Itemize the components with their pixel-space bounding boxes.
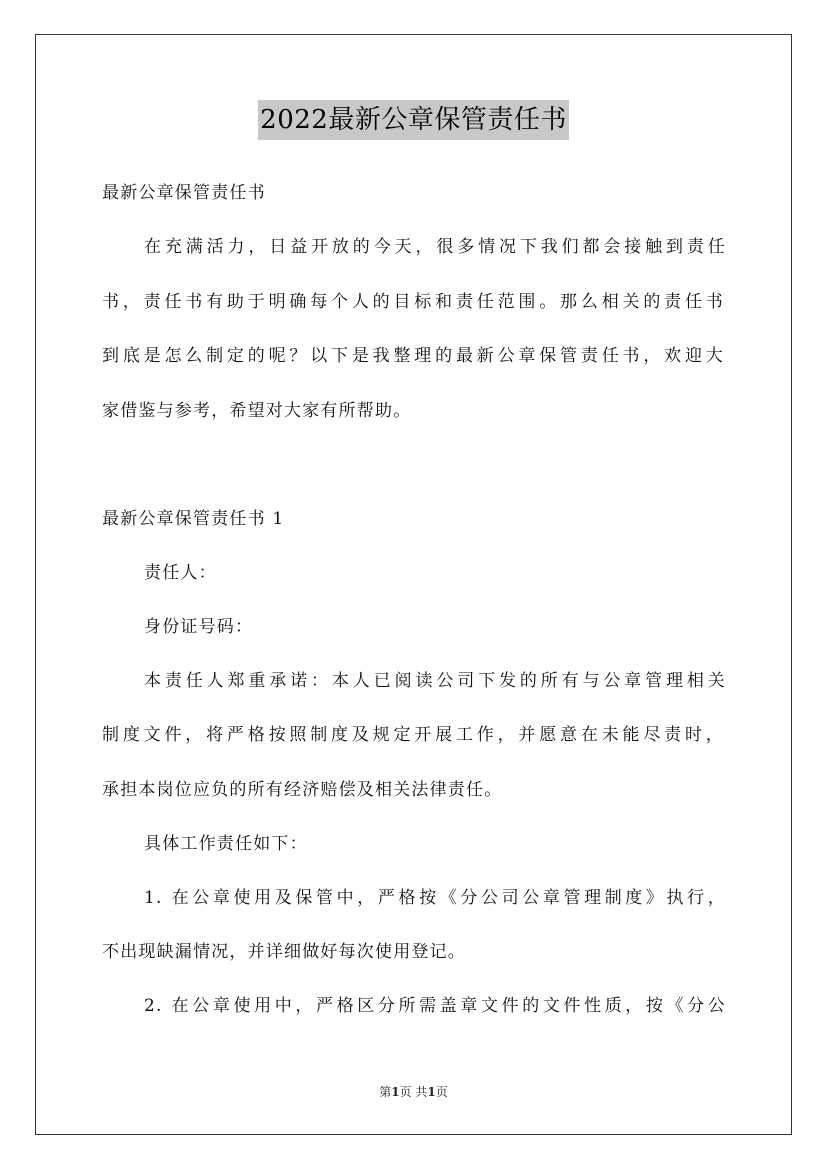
- item2-line-1: 2. 在公章使用中，严格区分所需盖章文件的文件性质，按《分公: [144, 996, 726, 1016]
- footer-mid: 页 共: [399, 1085, 428, 1099]
- id-number-label: 身份证号码：: [144, 617, 254, 637]
- document-subtitle: 最新公章保管责任书: [102, 183, 266, 203]
- item1-line-1: 1. 在公章使用及保管中，严格按《分公司公章管理制度》执行，: [144, 888, 726, 908]
- intro-line-4: 家借鉴与参考，希望对大家有所帮助。: [102, 401, 412, 421]
- item1-line-2: 不出现缺漏情况，并详细做好每次使用登记。: [102, 942, 466, 962]
- pledge-line-1: 本责任人郑重承诺：本人已阅读公司下发的所有与公章管理相关: [144, 671, 726, 691]
- document-title: 2022最新公章保管责任书: [258, 100, 569, 140]
- page-footer: [0, 1083, 827, 1100]
- current-page-number: 1: [391, 1085, 400, 1099]
- section-heading: 最新公章保管责任书 1: [102, 509, 285, 529]
- intro-line-1: 在充满活力，日益开放的今天，很多情况下我们都会接触到责任: [144, 237, 726, 257]
- intro-line-2: 书，责任书有助于明确每个人的目标和责任范围。那么相关的责任书: [102, 292, 724, 312]
- duties-heading: 具体工作责任如下：: [144, 834, 308, 854]
- pledge-line-2: 制度文件，将严格按照制度及规定开展工作，并愿意在未能尽责时，: [102, 725, 724, 745]
- responsible-person-label: 责任人：: [144, 563, 217, 583]
- intro-line-3: 到底是怎么制定的呢？以下是我整理的最新公章保管责任书，欢迎大: [102, 346, 724, 366]
- pledge-line-3: 承担本岗位应负的所有经济赔偿及相关法律责任。: [102, 780, 503, 800]
- title-container: [0, 100, 827, 140]
- footer-suffix: 页: [435, 1085, 448, 1099]
- footer-prefix: 第: [379, 1085, 392, 1099]
- total-page-number: 1: [427, 1085, 436, 1099]
